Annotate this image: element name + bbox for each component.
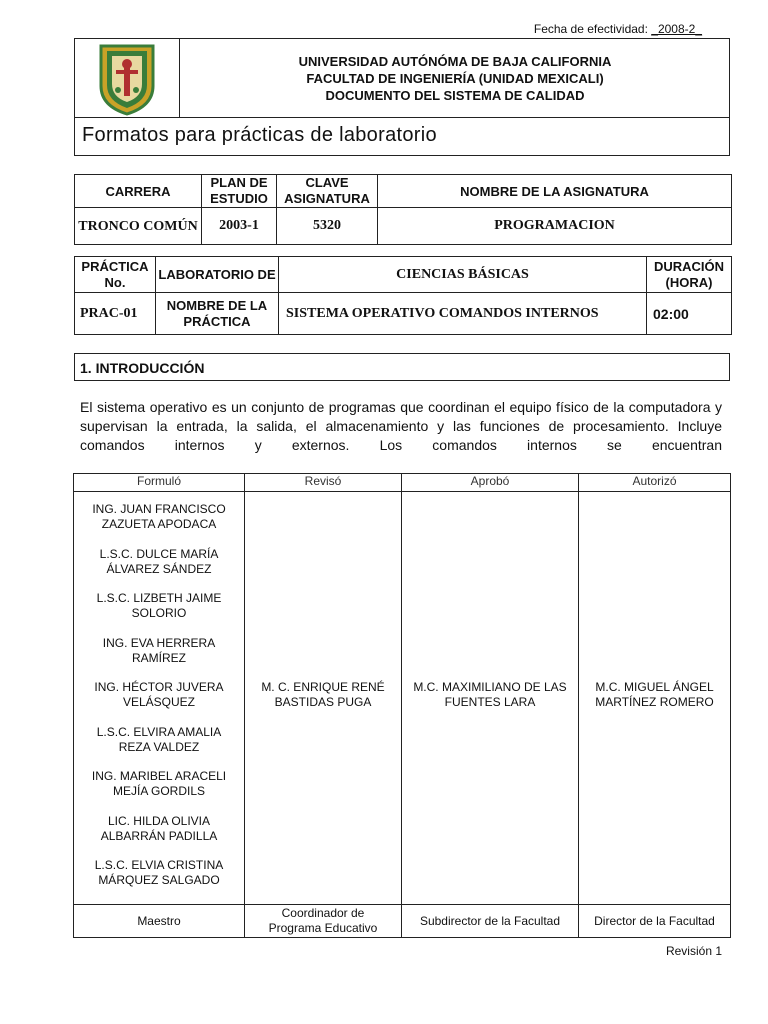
university-seal-logo bbox=[74, 38, 180, 118]
aprobo-name bbox=[402, 492, 579, 905]
faculty-name: FACULTAD DE INGENIERÍA (UNIDAD MEXICALI) bbox=[306, 71, 604, 86]
value-carrera: TRONCO COMÚN bbox=[75, 208, 202, 245]
value-laboratorio: CIENCIAS BÁSICAS bbox=[279, 257, 647, 293]
intro-paragraph: El sistema operativo es un conjunto de programas que coordinan el equipo físico de la computadora y supervisan la entrada, la salida, el almacenamiento y las funciones de procesamiento. Incluye comandos internos y externos. Los comandos internos se encuentran bbox=[80, 399, 722, 453]
reviso-name bbox=[245, 492, 402, 905]
formulo-name: L.S.C. ELVIRA AMALIA bbox=[96, 724, 222, 739]
practice-table bbox=[74, 256, 732, 335]
formulo-name: ING. EVA HERRERA bbox=[102, 635, 216, 650]
revision-label: Revisión 1 bbox=[665, 944, 722, 958]
header-autorizo: Autorizó bbox=[579, 474, 731, 492]
formulo-name: SOLORIO bbox=[131, 606, 187, 620]
formulo-names bbox=[74, 492, 245, 905]
label-nombre-practica: NOMBRE DE LA PRÁCTICA bbox=[156, 293, 279, 335]
formulo-name: RAMÍREZ bbox=[132, 650, 186, 665]
formulo-entry bbox=[74, 725, 244, 755]
formulo-entry bbox=[74, 680, 244, 710]
formulo-entry bbox=[74, 636, 244, 666]
formulo-entry bbox=[74, 547, 244, 577]
header-reviso: Revisó bbox=[245, 474, 402, 492]
university-name: UNIVERSIDAD AUTÓNÓMA DE BAJA CALIFORNIA bbox=[298, 54, 612, 69]
label-laboratorio: LABORATORIO DE bbox=[156, 257, 279, 293]
role-director: Director de la Facultad bbox=[579, 905, 731, 938]
formulo-name: ING. MARIBEL ARACELI bbox=[91, 769, 227, 783]
header-formulo: Formuló bbox=[74, 474, 245, 492]
value-duracion: 02:00 bbox=[647, 293, 732, 335]
effectivity-value: _2008-2_ bbox=[651, 22, 702, 36]
intro-heading: 1. INTRODUCCIÓN bbox=[80, 360, 205, 376]
label-duracion: DURACIÓN (HORA) bbox=[647, 257, 732, 293]
value-practica: PRAC-01 bbox=[75, 293, 156, 335]
formulo-entry bbox=[74, 502, 244, 532]
header-carrera: CARRERA bbox=[75, 175, 202, 208]
formulo-name: ING. JUAN FRANCISCO bbox=[92, 502, 226, 516]
formulo-name: REZA VALDEZ bbox=[118, 739, 200, 754]
effectivity-label: Fecha de efectividad: bbox=[533, 22, 648, 36]
effectivity-date bbox=[534, 22, 702, 36]
reviso-line: BASTIDAS PUGA bbox=[274, 695, 372, 709]
header-plan: PLAN DE ESTUDIO bbox=[202, 175, 277, 208]
header-clave: CLAVE ASIGNATURA bbox=[277, 175, 378, 208]
formulo-name: L.S.C. DULCE MARÍA bbox=[99, 546, 219, 561]
formulo-entry bbox=[74, 814, 244, 844]
value-asignatura: PROGRAMACION bbox=[378, 208, 732, 245]
formats-title: Formatos para prácticas de laboratorio bbox=[82, 124, 437, 146]
formulo-name: ING. HÉCTOR JUVERA bbox=[94, 680, 224, 694]
aprobo-line: FUENTES LARA bbox=[444, 695, 536, 709]
institution-heading bbox=[180, 53, 730, 104]
value-plan: 2003-1 bbox=[202, 208, 277, 245]
formulo-name: ZAZUETA APODACA bbox=[101, 517, 217, 531]
autorizo-name bbox=[579, 492, 731, 905]
formulo-name: ALBARRÁN PADILLA bbox=[100, 828, 218, 843]
formulo-entry bbox=[74, 769, 244, 799]
course-table bbox=[74, 174, 732, 245]
formulo-name: VELÁSQUEZ bbox=[122, 695, 196, 709]
formulo-name: ÁLVAREZ SÁNDEZ bbox=[106, 561, 212, 576]
logo-cell bbox=[74, 38, 180, 118]
value-nombre-practica: SISTEMA OPERATIVO COMANDOS INTERNOS bbox=[279, 293, 647, 335]
header-nombre-asignatura: NOMBRE DE LA ASIGNATURA bbox=[378, 175, 732, 208]
role-subdirector: Subdirector de la Facultad bbox=[402, 905, 579, 938]
formulo-name: L.S.C. ELVIA CRISTINA bbox=[94, 858, 224, 872]
role-maestro: Maestro bbox=[74, 905, 245, 938]
aprobo-line: M.C. MAXIMILIANO DE LAS bbox=[413, 680, 567, 694]
autorizo-line: M.C. MIGUEL ÁNGEL bbox=[595, 680, 714, 694]
role-coordinador: Coordinador de Programa Educativo bbox=[245, 905, 402, 938]
header-aprobo: Aprobó bbox=[402, 474, 579, 492]
reviso-line: M. C. ENRIQUE RENÉ bbox=[261, 680, 385, 694]
signatures-table bbox=[73, 473, 731, 938]
formulo-name: MÁRQUEZ SALGADO bbox=[98, 873, 220, 887]
formulo-name: LIC. HILDA OLIVIA bbox=[107, 813, 211, 828]
formulo-entry bbox=[74, 858, 244, 888]
document-system: DOCUMENTO DEL SISTEMA DE CALIDAD bbox=[325, 88, 585, 103]
label-practica: PRÁCTICA No. bbox=[75, 257, 156, 293]
value-clave: 5320 bbox=[277, 208, 378, 245]
formulo-entry bbox=[74, 591, 244, 621]
formulo-name: L.S.C. LIZBETH JAIME bbox=[96, 591, 222, 605]
autorizo-line: MARTÍNEZ ROMERO bbox=[595, 695, 714, 709]
formulo-name: MEJÍA GORDILS bbox=[112, 784, 206, 798]
